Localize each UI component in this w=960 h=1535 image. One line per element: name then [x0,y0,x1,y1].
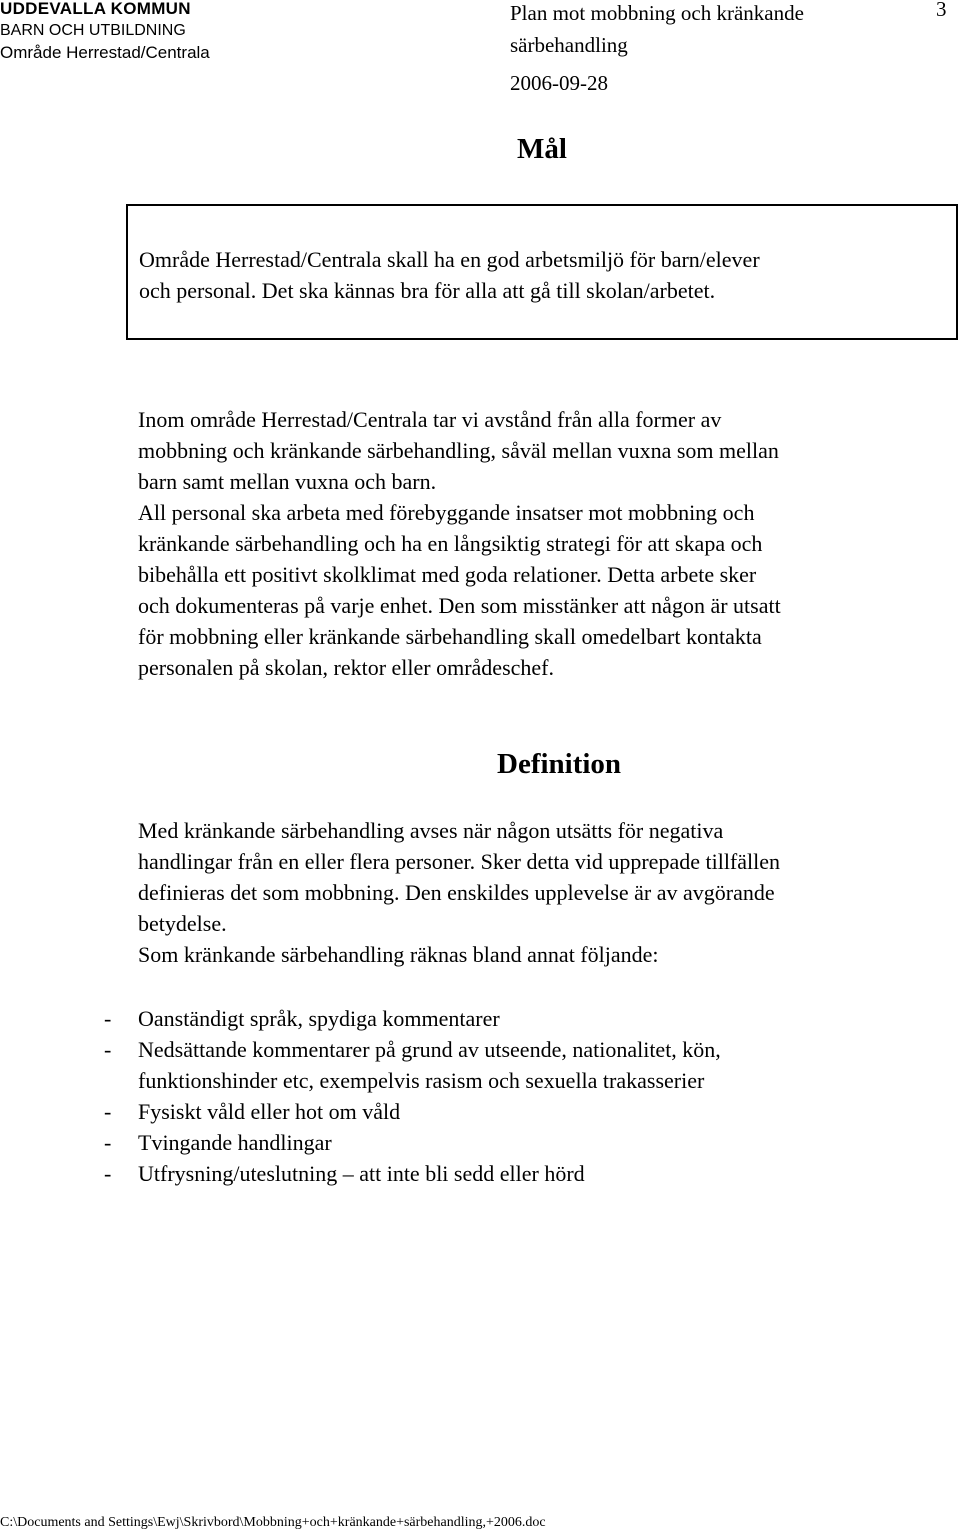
text-line: Inom område Herrestad/Centrala tar vi avstånd från alla former av [138,407,722,432]
text-line: personalen på skolan, rektor eller områdeschef. [138,655,554,680]
list-item [0,1127,721,1158]
text-line: definieras det som mobbning. Den enskildes upplevelse är av avgörande [138,880,775,905]
list-item [0,1034,721,1096]
list-item [0,1096,721,1127]
list-marker: - [104,1006,112,1031]
list-marker: - [104,1161,112,1186]
list-item-text: Nedsättande kommentarer på grund av utseende, nationalitet, kön, [138,1037,721,1062]
text-line: Med kränkande särbehandling avses när någon utsätts för negativa [138,818,724,843]
list-item-text: Tvingande handlingar [138,1130,332,1155]
text-line: och dokumenteras på varje enhet. Den som misstänker att någon är utsatt [138,593,781,618]
list-marker: - [104,1037,112,1062]
list-marker: - [104,1099,112,1124]
list-marker: - [104,1130,112,1155]
definition-paragraph [138,815,958,970]
text-line: mobbning och kränkande särbehandling, såväl mellan vuxna som mellan [138,438,779,463]
list-item-text: Utfrysning/uteslutning – att inte bli sedd eller hörd [138,1161,585,1186]
page-number: 3 [936,0,947,21]
text-line: All personal ska arbeta med förebyggande insatser mot mobbning och [138,500,755,525]
list-item [0,1158,721,1189]
text-line: bibehålla ett positivt skolklimat med goda relationer. Detta arbete sker [138,562,757,587]
text-line: kränkande särbehandling och ha en långsiktig strategi för att skapa och [138,531,763,556]
list-item-text: funktionshinder etc, exempelvis rasism och sexuella trakasserier [138,1068,705,1093]
document-date: 2006-09-28 [510,71,608,95]
list-item-text: Oanständigt språk, spydiga kommentarer [138,1006,500,1031]
goal-box [126,204,958,340]
goal-text [139,244,760,306]
heading-goal: Mål [517,133,567,165]
department-name: BARN OCH UTBILDNING [0,22,186,39]
document-title-line: Plan mot mobbning och kränkande [510,1,804,25]
goal-paragraph [138,404,958,683]
goal-line: och personal. Det ska kännas bra för alla att gå till skolan/arbetet. [139,278,716,303]
examples-list [0,1003,721,1189]
header-left [0,0,210,64]
area-name: Område Herrestad/Centrala [0,43,210,62]
text-line: barn samt mellan vuxna och barn. [138,469,437,494]
goal-line: Område Herrestad/Centrala skall ha en god arbetsmiljö för barn/elever [139,247,760,272]
text-line: för mobbning eller kränkande särbehandling skall omedelbart kontakta [138,624,762,649]
document-title-line: särbehandling [510,33,628,57]
text-line: handlingar från en eller flera personer. Sker detta vid upprepade tillfällen [138,849,781,874]
organization-name: UDDEVALLA KOMMUN [0,0,191,18]
text-line: betydelse. [138,911,227,936]
document-title [510,0,804,61]
text-line: Som kränkande särbehandling räknas bland annat följande: [138,942,659,967]
footer-file-path: C:\Documents and Settings\Ewj\Skrivbord\Mobbning+och+kränkande+särbehandling,+2006.doc [0,1515,546,1530]
list-item [0,1003,721,1034]
list-item-text: Fysiskt våld eller hot om våld [138,1099,401,1124]
heading-definition: Definition [497,748,622,780]
